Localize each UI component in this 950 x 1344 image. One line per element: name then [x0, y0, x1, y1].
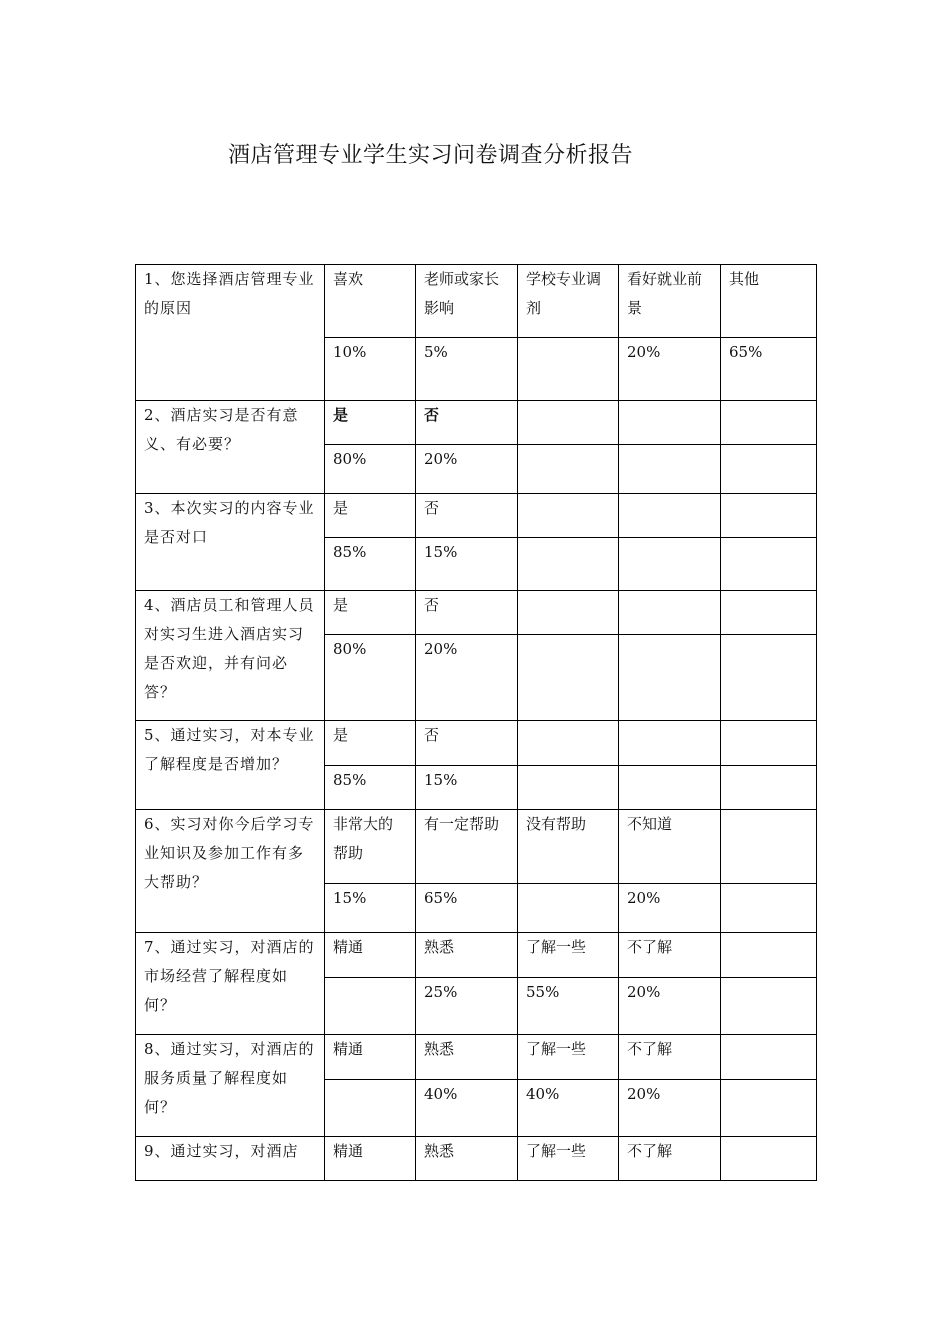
percent-cell: 20%	[416, 445, 518, 494]
percent-cell: 80%	[325, 445, 416, 494]
percent-cell	[619, 538, 721, 591]
option-cell: 老师或家长影响	[416, 265, 518, 338]
survey-table	[135, 264, 817, 1181]
percent-cell: 40%	[416, 1080, 518, 1137]
table-row	[136, 591, 817, 635]
option-cell: 非常大的帮助	[325, 810, 416, 884]
percent-cell	[721, 978, 817, 1035]
option-cell: 精通	[325, 1137, 416, 1181]
option-cell: 不知道	[619, 810, 721, 884]
option-cell	[721, 401, 817, 445]
option-cell: 不了解	[619, 933, 721, 978]
table-row	[136, 721, 817, 766]
option-cell: 是	[325, 721, 416, 766]
percent-cell	[721, 538, 817, 591]
percent-cell	[518, 338, 619, 401]
percent-cell	[619, 445, 721, 494]
percent-cell	[518, 766, 619, 810]
option-cell: 了解一些	[518, 1035, 619, 1080]
percent-cell: 15%	[416, 538, 518, 591]
option-cell: 精通	[325, 1035, 416, 1080]
table-row	[136, 810, 817, 884]
option-cell: 精通	[325, 933, 416, 978]
option-cell	[619, 401, 721, 445]
percent-cell: 25%	[416, 978, 518, 1035]
table-row	[136, 494, 817, 538]
option-cell: 否	[416, 721, 518, 766]
table-row	[136, 1137, 817, 1181]
question-cell: 5、通过实习，对本专业了解程度是否增加？	[136, 721, 325, 810]
option-cell: 没有帮助	[518, 810, 619, 884]
option-cell: 了解一些	[518, 933, 619, 978]
page-title: 酒店管理专业学生实习问卷调查分析报告	[228, 143, 634, 168]
option-cell	[518, 494, 619, 538]
option-cell: 否	[416, 591, 518, 635]
percent-cell	[518, 635, 619, 721]
question-cell: 3、本次实习的内容专业是否对口	[136, 494, 325, 591]
percent-cell	[721, 884, 817, 933]
option-cell: 不了解	[619, 1035, 721, 1080]
question-cell: 9、通过实习，对酒店	[136, 1137, 325, 1181]
table-row	[136, 933, 817, 978]
percent-cell	[325, 1080, 416, 1137]
option-cell	[721, 494, 817, 538]
percent-cell: 40%	[518, 1080, 619, 1137]
question-cell: 7、通过实习，对酒店的市场经营了解程度如何？	[136, 933, 325, 1035]
option-cell: 熟悉	[416, 1035, 518, 1080]
option-cell	[721, 591, 817, 635]
percent-cell: 85%	[325, 538, 416, 591]
option-cell: 学校专业调剂	[518, 265, 619, 338]
question-cell: 1、您选择酒店管理专业的原因	[136, 265, 325, 401]
question-cell: 8、通过实习，对酒店的服务质量了解程度如何？	[136, 1035, 325, 1137]
option-cell	[721, 933, 817, 978]
percent-cell: 20%	[619, 338, 721, 401]
option-cell: 是	[325, 494, 416, 538]
percent-cell: 20%	[619, 884, 721, 933]
option-cell	[721, 721, 817, 766]
option-cell: 是	[325, 401, 416, 445]
option-cell	[721, 810, 817, 884]
option-cell: 了解一些	[518, 1137, 619, 1181]
percent-cell	[721, 445, 817, 494]
percent-cell	[619, 766, 721, 810]
percent-cell	[518, 884, 619, 933]
option-cell: 看好就业前景	[619, 265, 721, 338]
question-cell: 2、酒店实习是否有意义、有必要？	[136, 401, 325, 494]
percent-cell: 20%	[619, 978, 721, 1035]
percent-cell	[721, 1080, 817, 1137]
option-cell: 熟悉	[416, 933, 518, 978]
percent-cell	[518, 445, 619, 494]
percent-cell: 65%	[721, 338, 817, 401]
percent-cell: 65%	[416, 884, 518, 933]
percent-cell: 55%	[518, 978, 619, 1035]
option-cell: 有一定帮助	[416, 810, 518, 884]
percent-cell: 10%	[325, 338, 416, 401]
percent-cell: 5%	[416, 338, 518, 401]
percent-cell	[325, 978, 416, 1035]
table-row	[136, 401, 817, 445]
question-cell: 6、实习对你今后学习专业知识及参加工作有多大帮助？	[136, 810, 325, 933]
option-cell: 否	[416, 494, 518, 538]
option-cell: 否	[416, 401, 518, 445]
option-cell	[518, 721, 619, 766]
percent-cell: 15%	[416, 766, 518, 810]
option-cell	[518, 401, 619, 445]
percent-cell: 80%	[325, 635, 416, 721]
option-cell: 熟悉	[416, 1137, 518, 1181]
option-cell	[518, 591, 619, 635]
percent-cell: 20%	[416, 635, 518, 721]
option-cell	[619, 591, 721, 635]
percent-cell	[619, 635, 721, 721]
percent-cell: 85%	[325, 766, 416, 810]
option-cell: 不了解	[619, 1137, 721, 1181]
table-row	[136, 265, 817, 338]
table-row	[136, 1035, 817, 1080]
percent-cell	[721, 766, 817, 810]
option-cell: 其他	[721, 265, 817, 338]
option-cell	[721, 1035, 817, 1080]
option-cell	[619, 494, 721, 538]
percent-cell	[721, 635, 817, 721]
option-cell	[619, 721, 721, 766]
percent-cell: 15%	[325, 884, 416, 933]
option-cell: 是	[325, 591, 416, 635]
option-cell	[721, 1137, 817, 1181]
question-cell: 4、酒店员工和管理人员对实习生进入酒店实习是否欢迎，并有问必答？	[136, 591, 325, 721]
percent-cell: 20%	[619, 1080, 721, 1137]
option-cell: 喜欢	[325, 265, 416, 338]
percent-cell	[518, 538, 619, 591]
